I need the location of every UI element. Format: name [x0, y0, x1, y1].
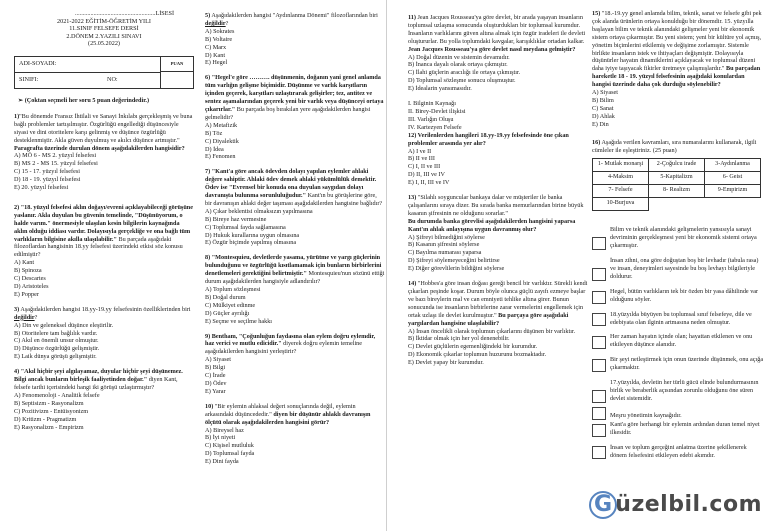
option[interactable]: E) Yarar: [205, 387, 226, 395]
roman-item: IV. Kartezyen Felsefe: [408, 123, 462, 131]
option[interactable]: D) II, III ve IV: [408, 171, 445, 179]
option[interactable]: A) Siyaset: [592, 89, 618, 97]
question-5: 5) Aşağıdakilerden hangisi "Aydınlanma Dönemi" filozoflarından biri değildir? A) Sokrates B) Voltaire C) Marx D) Kant E) Hegel: [205, 12, 385, 67]
option[interactable]: A) Fenomenoloji - Analitik felsefe: [14, 391, 100, 399]
question-11: 11) Jean Jacques Rousseau'ya göre devlet, bir arada yaşayan insanların toplumsal uzlaşma sonucunda oluşturdukları bir toplumsal kurumdur. İnsanların varlıklarını güven altına almak için özgür iradeleri ile devleti oluştururlar. Bu yolla toplumdaki kavgalar, karışıklıklar ortadan kalkar. Jean Jacques Rousseau'ya göre devlet nasıl meydana gelmiştir? A) Doğal düzenin ve sistemin devamıdır. B) İnanca dayalı olarak ortaya çıkmıştır. C) İlahi güçlerin aracılığı ile ortaya çıkmıştır. D) Toplumsal sözleşme sonucu oluşmuştur. E) İdealarin yansımasıdır.: [408, 14, 588, 93]
option[interactable]: B) Septisizm - Rasyonalizm: [14, 399, 84, 407]
answer-box[interactable]: [592, 390, 606, 403]
option[interactable]: E) Rasyonalizm - Empirizm: [14, 423, 84, 431]
question-2: 2) "18. yüzyıl felsefesi aklın doğayı/evreni açıklayabileceği görüşüne yaslanır. Akla duyulan bu güvenin temelinde, "Düşünüyorum, o halde varım." önermesiyle ulaşılan kesin bilgilerin kaynağında aklın olduğu iddiası vardır. Dolayısıyla gerçekliğe ve ona bağlı tüm varlıkların bilgisine akılla ulaşılabilir." Bu parçada aşağıdaki filozoflardan hangisinin 18.yy felsefesi üzerindeki etkisi söz konusu edilmiştir? A) Kant B) Spinoza C) Descartes D) Aristoteles E) Popper: [14, 203, 193, 298]
column-2: [205, 12, 385, 473]
option[interactable]: B) Otoritelere tam bağlılık vardır.: [14, 329, 98, 337]
answer-box[interactable]: [592, 424, 606, 437]
academic-year: 2021-2022 EĞİTİM-ÖĞRETİM YILI: [57, 17, 151, 25]
option[interactable]: B) Bireye haz vermesine: [205, 215, 267, 223]
option[interactable]: A) Çıkar beklentisi olmaksızın yapılmasına: [205, 207, 313, 215]
roman-item: III. Varlığın Oluşu: [408, 115, 454, 123]
option[interactable]: C) Toplumsal fayda sağlamasına: [205, 223, 286, 231]
option[interactable]: D) Kant: [205, 51, 226, 59]
option[interactable]: A) Sokrates: [205, 27, 235, 35]
concept-cell: 8- Realizm: [649, 185, 705, 198]
question-1: 1)"Bu dönemde Fransız İhtilali ve Sanayi İnkılabı gerçekleşmiş ve buna bağlı problemler tartışılmıştır. Özgürlüğü engellediği düşüncesiyle siyasi ve dini otoritelere karşı gelinmiş ve düşünce özgürlüğü desteklenmiştir. Akla güven duyulmuş ve akılcı düşünce artmıştır." Paragrafta üzerinde durulan dönem aşağıdakilerden hangisidir? A) MÖ 6 - MS 2. yüzyıl felsefesi B) MS 2 - MS 15. yüzyıl felsefesi C) 15 - 17. yüzyıl felsefesi D) 18 - 19. yüzyıl felsefesi E) 20. yüzyıl felsefesi: [14, 112, 193, 192]
student-info-box: [14, 56, 194, 89]
concept-cell: 7- Felsefe: [593, 185, 649, 198]
option[interactable]: B) İyi niyeti: [205, 434, 236, 442]
answer-box[interactable]: [592, 291, 606, 304]
option[interactable]: E) Devlet yapay bir kurumdur.: [408, 359, 484, 367]
option[interactable]: B) Voltaire: [205, 35, 233, 43]
option[interactable]: B) Doğal durum: [205, 293, 246, 301]
option[interactable]: D) Ekonomik çıkarlar toplumun huzurunu bozmaktadır.: [408, 351, 547, 359]
match-item: İnsan ve toplum gerçeğini anlatma üzerine şekillenerek dönem felsefesini etkileyen edebi akımdır.: [592, 444, 764, 460]
option[interactable]: D) İdea: [205, 145, 224, 153]
answer-box[interactable]: [592, 336, 606, 349]
option[interactable]: A) Siyaset: [205, 356, 231, 364]
roman-item: I. Bilginin Kaynağı: [408, 100, 456, 108]
column-3: [408, 14, 588, 374]
watermark-icon: G: [589, 491, 617, 519]
option[interactable]: C) İrade: [205, 372, 226, 380]
concept-cell: 4-Maksim: [593, 172, 649, 185]
option[interactable]: D) Aristoteles: [14, 283, 49, 290]
option[interactable]: B) Bilim: [592, 96, 614, 104]
option[interactable]: B) İnanca dayalı olarak ortaya çıkmıştır.: [408, 61, 508, 69]
answer-box[interactable]: [592, 237, 606, 250]
concept-cell: 6- Geist: [705, 172, 761, 185]
option[interactable]: D) Hukuk kurallarına uygun olmasına: [205, 231, 300, 239]
score-label: PUAN: [161, 57, 193, 72]
exam-date: (25.05.2022): [88, 40, 120, 48]
match-item: İnsan zihni, ona göre doğuştan boş bir levhadır (tabula rasa) ve insan, deneyimleri sayesinde bu boş levhayı bilgileriyle doldurur.: [592, 257, 764, 281]
question-13: 13) "Silahlı soyguncular bankaya dalar ve müşteriler ile banka çalışanlarını sıraya dizer. Bu sırada banka memurlarından birine büyük kasanın şifresinin ne olduğunu sorarlar." Bu durumda banka görevlisi aşağıdakilerden hangisini yaparsa Kant'ın ahlak anlayışına uygun davranmış olur? A) Şifreyi bilmediğini söylerse B) Kasanın şifresini söylerse C) Bayılma numarası yaparsa D) Şifreyi söylemeyeceğini belirtirse E) Diğer görevlilerin bildiğini söylerse: [408, 194, 588, 273]
watermark-logo: G üzelbil.com: [589, 491, 762, 519]
option[interactable]: D) Kritizm - Pragmatizm: [14, 415, 77, 423]
option[interactable]: C) Kişisel mutluluk: [205, 442, 254, 450]
option[interactable]: C) Mülkiyet edinme: [205, 301, 256, 309]
option[interactable]: C) Marx: [205, 43, 227, 51]
option[interactable]: A) Kant: [14, 259, 35, 267]
question-10: 10) "Bir eylemin ahlaksal değeri sonuçlarında değil, eylemin arkasındaki düşüncededir." diyen bir düşünür ahlaklı davranışın ölçütü olarak aşağıdakilerden hangisini görür? A) Bireysel haz B) İyi niyeti C) Kişisel mutluluk D) Toplumsal fayda E) Dini fayda: [205, 403, 385, 466]
concept-cell: 9-Empirizm: [705, 185, 761, 198]
option[interactable]: C) Sanat: [592, 104, 614, 112]
column-1: [14, 0, 194, 438]
question-15: 15) "18.-19.yy genel anlamda bilim, teknik, sanat ve felsefe gibi pek çok alanda ürünlerin ortaya konulduğu bir dönemdir. 15. yüzyılla başlayan bilim ve teknik alanındaki gelişmeler yeni bir ekonomik sistem ortaya çıkarmıştır. Bu yeni sistem; yeni bir kültüre yol açmış, yönetim biçimlerini etkilemiş ve değişime zorlamıştır. Sistemle birlikte insanların istek ve ihtiyaçları değişmiştir. Dolayısıyla düşünürler hayatın dinamiklerini açıklayacak ve toplumsal düzeni daha iyiye taşıyacak fikirler üretmeye çalışmışlardır." Bu parçadan hareketle 18 - 19. yüzyıl felsefesinin aşağıdaki konulardan hangisi üzerinde daha çok durduğu söylenebilir? A) Siyaset B) Bilim C) Sanat D) Ahlak E) Din: [592, 10, 764, 129]
question-8: 8) "Montesquieu, devletlerde yasama, yürütme ve yargı güçlerinin bulunduğunu ve özgürlüğü kısıtlamamak için bunların birbirlerini denetlemeleri gerektiğini belirtmiştir." Montesquieu'nun sözünü ettiği durum aşağıdakilerden hangisiyle adlandırılır? A) Toplum sözleşmesi B) Doğal durum C) Mülkiyet edinme D) Güçler ayrılığı E) Seçme ve seçilme hakkı: [205, 254, 385, 325]
option[interactable]: E) Özgür biçimde yapılmış olmasına: [205, 239, 297, 247]
option[interactable]: B) Kasanın şifresini söylerse: [408, 241, 480, 249]
answer-box[interactable]: [592, 268, 606, 281]
exam-header: [14, 10, 194, 48]
option[interactable]: D) Ahlak: [592, 112, 615, 120]
option[interactable]: D) Toplumsal fayda: [205, 450, 255, 458]
concept-cell: 3-Aydınlanma: [705, 159, 761, 172]
class-no-field[interactable]: SINIFI: NO:: [15, 72, 160, 88]
question-6: 6) "Hegel'e göre ………. düşünmenin, doğanın yani genel anlamda tüm varlığın gelişme biçimidir. Düşünme ve varlık karşıtların içinden geçerek, karşıtları uzlaştırarak gelişirler; tez, antitez ve sentez aşamalarından geçerek yeni bir varlık veya düşünceyi ortaya çıkarırlar." Bu parçada boş bırakılan yere aşağıdakilerden hangisi gelmelidir? A) Metafizik B) Töz C) Diyalektik D) İdea E) Fenomen: [205, 74, 384, 161]
option[interactable]: A) Metafizik: [205, 121, 238, 129]
no-label: NO:: [107, 75, 118, 83]
option[interactable]: D) Düşünce özgürlüğü gelişmiştir.: [14, 345, 100, 353]
option[interactable]: D) Güçler ayrılığı: [205, 309, 250, 317]
match-item: Her zaman hayatın içinde olan; hayattan etkilenen ve onu etkileyen düşünce alanıdır.: [592, 333, 764, 349]
answer-box[interactable]: [592, 407, 606, 420]
option[interactable]: A) I ve II: [408, 147, 432, 155]
answer-box[interactable]: [592, 313, 606, 326]
option[interactable]: E) Diğer görevlilerin bildiğini söylerse: [408, 265, 505, 273]
option[interactable]: C) I, II ve III: [408, 163, 441, 171]
option[interactable]: B) Töz: [205, 129, 223, 137]
option[interactable]: A) MÖ 6 - MS 2. yüzyıl felsefesi: [14, 152, 97, 160]
question-7: 7) "Kant'a göre ancak ödevden dolayı yapılan eylemler ahlaki değere sahiptir. Ahlaki ödev demek ahlaki yükümlülük demektir. Ödev ise "Evrensel bir konuda ona duyulan saygıdan dolayı davranışta bulunma sorunluluğudur." Kant'ın bu görüşlerine göre, bir davranışın ahlaki değer taşıması aşağıdakilerden hangisine bağlıdır? A) Çıkar beklentisi olmaksızın yapılmasına B) Bireye haz vermesine C) Toplumsal fayda sağlamasına D) Hukuk kurallarına uygun olmasına E) Özgür biçimde yapılmış olmasına: [205, 168, 385, 247]
exam-name: 2.DÖNEM 2.YAZILI SINAVI: [66, 32, 142, 40]
option[interactable]: A) Bireysel haz: [205, 426, 244, 434]
option[interactable]: A) Din ve geleneksel düşünce eleştirilir.: [14, 321, 114, 329]
answer-box[interactable]: [592, 359, 606, 372]
match-item: Hegel, bütün varlıkların tek bir özden bir yasa dâhilinde var olduğunu söyler.: [592, 288, 764, 304]
school-name: ....................................................LİSESİ: [75, 10, 174, 17]
option[interactable]: E) Din: [592, 120, 609, 128]
match-item: 17.yüzyılda, devletin her türlü gücü elinde bulundurmasının birlik ve beraberlik açısından zorunlu olduğunu öne süren devlet sistemidir.: [592, 379, 764, 403]
question-14: 14) "Hobbes'a göre insan doğası gereği bencil bir varlıktır. Sürekli kendi çıkarları peşinde koşar. Durum böyle olunca güçlü zayıfı ezmeye başlar ve bazı bireylerin mal ve can emniyeti tehlike altına girer. Bunun sonucunda ise insanların birbirlerine zarar vermelerini engellemek için ortak uzlaşı ile devlet kurulmuştur." Bu parçaya göre aşağıdaki yargılardan hangisine ulaşılabilir? A) İnsan öncelikli olarak toplumun çıkarlarını düşünen bir varlıktır. B) İktidar olmak için her yol denenebilir. C) Devlet güçlülerin egemenliğindeki bir kurumdur. D) Ekonomik çıkarlar toplumun huzurunu bozmaktadır. E) Devlet yapay bir kurumdur.: [408, 280, 588, 367]
question-3: 3) Aşağıdakilerden hangisi 18.yy-19.yy felsefesinin özelliklerinden biri değildir? A) Din ve geleneksel düşünce eleştirilir. B) Otoritelere tam bağlılık vardır. C) Akıl en önemli unsur olmuştur. D) Düşünce özgürlüğü gelişmiştir. E) Laik dünya görüşü gelişmiştir.: [14, 306, 194, 361]
course-name: 11.SINIF FELSEFE DERSİ: [69, 25, 139, 33]
match-item: Bir şeyi netleştirmek için onun üzerinde düşünmek, onu açığa çıkarmaktır.: [592, 356, 764, 372]
instruction: ➢ (Çoktan seçmeli her soru 5 puan değerindedir.): [18, 96, 149, 104]
option[interactable]: C) 15 - 17. yüzyıl felsefesi: [14, 168, 80, 176]
name-field[interactable]: ADI-SOYADI:: [19, 59, 57, 67]
question-12: I. Bilginin Kaynağı II. Birey-Devlet ilişkisi III. Varlığın Oluşu IV. Kartezyen Felsefe 12) Verilenlerden hangileri 18.yy-19.yy felsefesinde öne çıkan problemler arasında yer alır? A) I ve II B) II ve III C) I, II ve III D) II, III ve IV E) I, II, III ve IV: [408, 100, 588, 187]
question-4: 4) "Akıl hiçbir şeyi algılayamaz, duyular hiçbir şeyi düşünemez. Bilgi ancak bunların birleşik faaliyetinden doğar." diyen Kant, felsefe tarihi içerisindeki hangi iki görüşü uzlaştırmıştır? A) Fenomenoloji - Analitik felsefe B) Septisizm - Rasyonalizm C) Pozitivizm - Entüisyonizm D) Kritizm - Pragmatizm E) Rasyonalizm - Empirizm: [14, 368, 194, 431]
option[interactable]: A) Şifreyi bilmediğini söylerse: [408, 233, 485, 241]
match-item: 18.yüzyılda büyüyen bu toplumsal sınıf felsefeye, dile ve edebiyata olan ilginin artmasına neden olmuştur.: [592, 311, 764, 327]
option[interactable]: A) Doğal düzenin ve sistemin devamıdır.: [408, 53, 510, 61]
option[interactable]: B) Bilgi: [205, 364, 226, 372]
option[interactable]: E) I, II, III ve IV: [408, 179, 450, 187]
option[interactable]: D) Ödev: [205, 379, 227, 387]
match-item: Meşru yönetimin kaynağıdır.: [592, 407, 764, 420]
page-divider: [386, 0, 387, 531]
option[interactable]: B) MS 2 - MS 15. yüzyıl felsefesi: [14, 160, 98, 168]
option[interactable]: C) Descartes: [14, 275, 46, 283]
option[interactable]: E) Fenomen: [205, 153, 236, 161]
option[interactable]: C) Diyalektik: [205, 137, 239, 145]
match-item: Bilim ve teknik alanındaki gelişmelerin yansısıyla sanayi devriminin gerçekleşmesi yeni bir ekonomik sistemi ortaya çıkarmıştır.: [592, 226, 764, 250]
option[interactable]: B) Spinoza: [14, 267, 42, 275]
option[interactable]: C) Devlet güçlülerin egemenliğindeki bir kurumdur.: [408, 343, 538, 351]
roman-item: II. Birey-Devlet ilişkisi: [408, 107, 466, 115]
option[interactable]: D) Toplumsal sözleşme sonucu oluşmuştur.: [408, 77, 516, 85]
option[interactable]: B) İktidar olmak için her yol denenebilir.: [408, 335, 510, 343]
option[interactable]: C) Bayılma numarası yaparsa: [408, 249, 482, 257]
question-16: 16) Aşağıda verilen kavramları, sıra numaralarını kullanarak, ilgili cümleler ile eşleştiriniz. (25 puan) 1- Mutlak monarşi 2-Çoğulcu irade 3-Aydınlanma 4-Maksim 5-Kapitalizm 6- Geist 7- Felsefe 8- Realizm 9-Empirizm 10-Burjuva Bilim ve teknik alanındaki gelişmelerin yansısıyla sanayi devriminin gerçekleşmesi yeni bir ekonomik sistemi ortaya çıkarmıştır. İnsan zihni, ona göre doğuştan boş bir levhadır (tabula rasa) ve insan, deneyimleri sayesinde bu boş levhayı bilgileriyle doldurur. Hegel, bütün varlıkların tek bir özden bir yasa dâhilinde var olduğunu söyler. 18.yüzyılda büyüyen bu toplumsal sınıf felsefeye, dile ve edebiyata olan ilginin artmasına neden olmuştur. Her zaman hayatın içinde olan; hayattan etkilenen ve onu etkileyen düşünce alanıdır. Bir şeyi netleştirmek için onun üzerinde düşünmek, onu açığa çıkarmaktır. 17.yüzyılda, devletin her türlü gücü elinde bulundurmasının birlik ve beraberlik açısından zorunlu olduğunu öne süren devlet sistemidir. Meşru yönetimin kaynağıdır. Kant'a göre herhangi bir eylemin ardından duran temel niyet ilkesidir. İnsan ve toplum gerçeğini anlatma üzerine şekillenerek dönem felsefesini etkileyen edebi akımdır.: [592, 138, 764, 459]
concepts-table: [592, 158, 761, 211]
option[interactable]: E) Laik dünya görüşü gelişmiştir.: [14, 353, 97, 361]
option[interactable]: E) Dini fayda: [205, 458, 239, 466]
option[interactable]: E) Seçme ve seçilme hakkı: [205, 317, 273, 325]
option[interactable]: A) Toplum sözleşmesi: [205, 286, 261, 293]
option[interactable]: E) Hegel: [205, 59, 228, 67]
concept-cell: 10-Burjuva: [593, 198, 649, 211]
question-9: 9) Bentham, "Çoğunluğun faydasına olan eylem doğru eylemdir, haz verici ve mutlu edicidir." diyerek doğru eylemin temeline aşağıdakilerden hangisini yerleştirir? A) Siyaset B) Bilgi C) İrade D) Ödev E) Yarar: [205, 333, 385, 396]
option[interactable]: B) II ve III: [408, 155, 435, 163]
option[interactable]: C) Pozitivizm - Entüisyonizm: [14, 407, 89, 415]
column-4: [592, 10, 764, 466]
option[interactable]: C) Akıl en önemli unsur olmuştur.: [14, 337, 99, 345]
match-item: Kant'a göre herhangi bir eylemin ardından duran temel niyet ilkesidir.: [592, 421, 764, 437]
answer-box[interactable]: [592, 446, 606, 459]
option[interactable]: A) İnsan öncelikli olarak toplumun çıkarlarını düşünen bir varlıktır.: [408, 327, 576, 335]
option[interactable]: E) 20. yüzyıl felsefesi: [14, 184, 69, 192]
concept-cell: 5-Kapitalizm: [649, 172, 705, 185]
concept-cell: 2-Çoğulcu irade: [649, 159, 705, 172]
option[interactable]: C) İlahi güçlerin aracılığı ile ortaya çıkmıştır.: [408, 69, 521, 77]
concept-cell: 1- Mutlak monarşi: [593, 159, 649, 172]
option[interactable]: D) 18 - 19. yüzyıl felsefesi: [14, 176, 81, 184]
option[interactable]: E) İdealarin yansımasıdır.: [408, 85, 472, 93]
option[interactable]: E) Popper: [14, 290, 39, 298]
option[interactable]: D) Şifreyi söylemeyeceğini belirtirse: [408, 257, 500, 265]
